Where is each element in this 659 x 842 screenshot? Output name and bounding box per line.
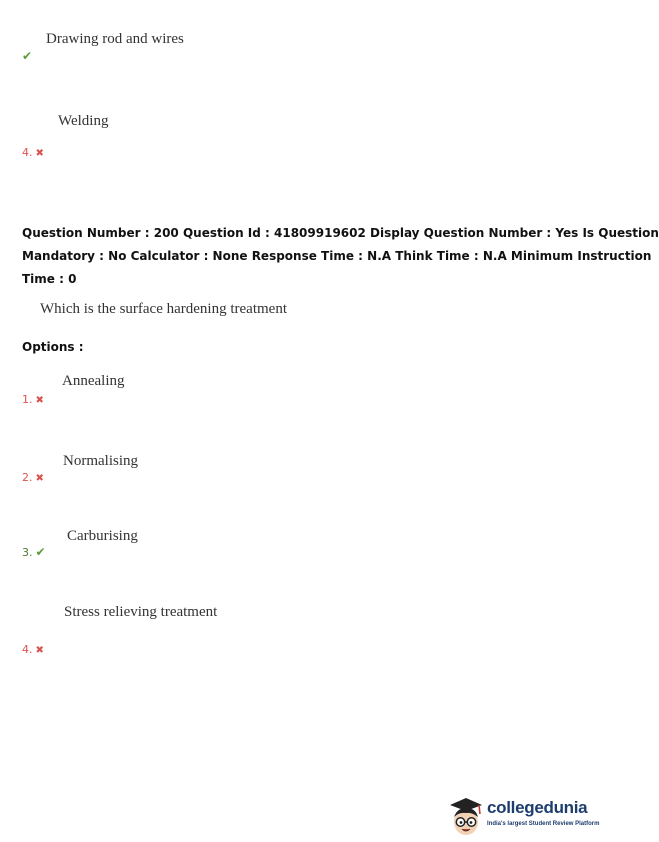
option-number: 4. (22, 643, 33, 656)
cross-icon: ✖ (35, 148, 44, 159)
options-label: Options : (22, 340, 84, 354)
question-meta-line-2: Mandatory : No Calculator : None Response Time : N.A Think Time : N.A Minimum Instruction (22, 249, 652, 263)
question-meta (22, 222, 659, 291)
option-number: 4. (22, 146, 33, 159)
option-4-text: Stress relieving treatment (64, 604, 218, 620)
collegedunia-logo (446, 795, 600, 839)
option-1-marker (22, 393, 44, 406)
option-2-marker (22, 471, 44, 484)
cross-icon: ✖ (35, 473, 44, 484)
brand-name: collegedunia (487, 798, 588, 817)
option-3-marker (22, 545, 46, 559)
option-number: 3. (22, 546, 33, 559)
prev-option3-text: Drawing rod and wires (46, 31, 184, 47)
check-icon: ✔ (22, 49, 33, 63)
cross-icon: ✖ (35, 645, 44, 656)
option-1-text: Annealing (62, 373, 125, 389)
question-meta-line-3: Time : 0 (22, 272, 77, 286)
option-2-text: Normalising (63, 453, 138, 469)
prev-option4-marker (22, 146, 44, 159)
option-3-text: Carburising (67, 528, 138, 544)
option-number: 2. (22, 471, 33, 484)
mascot-icon (446, 795, 486, 839)
cross-icon: ✖ (35, 395, 44, 406)
option-4-marker (22, 643, 44, 656)
brand-tagline: India's largest Student Review Platform (487, 821, 600, 827)
prev-option4-text: Welding (58, 113, 109, 129)
question-text: Which is the surface hardening treatment (40, 301, 287, 317)
option-number: 1. (22, 393, 33, 406)
check-icon: ✔ (35, 545, 46, 559)
question-meta-line-1: Question Number : 200 Question Id : 41809919602 Display Question Number : Yes Is Question (22, 226, 659, 240)
prev-option3-marker (22, 45, 32, 64)
